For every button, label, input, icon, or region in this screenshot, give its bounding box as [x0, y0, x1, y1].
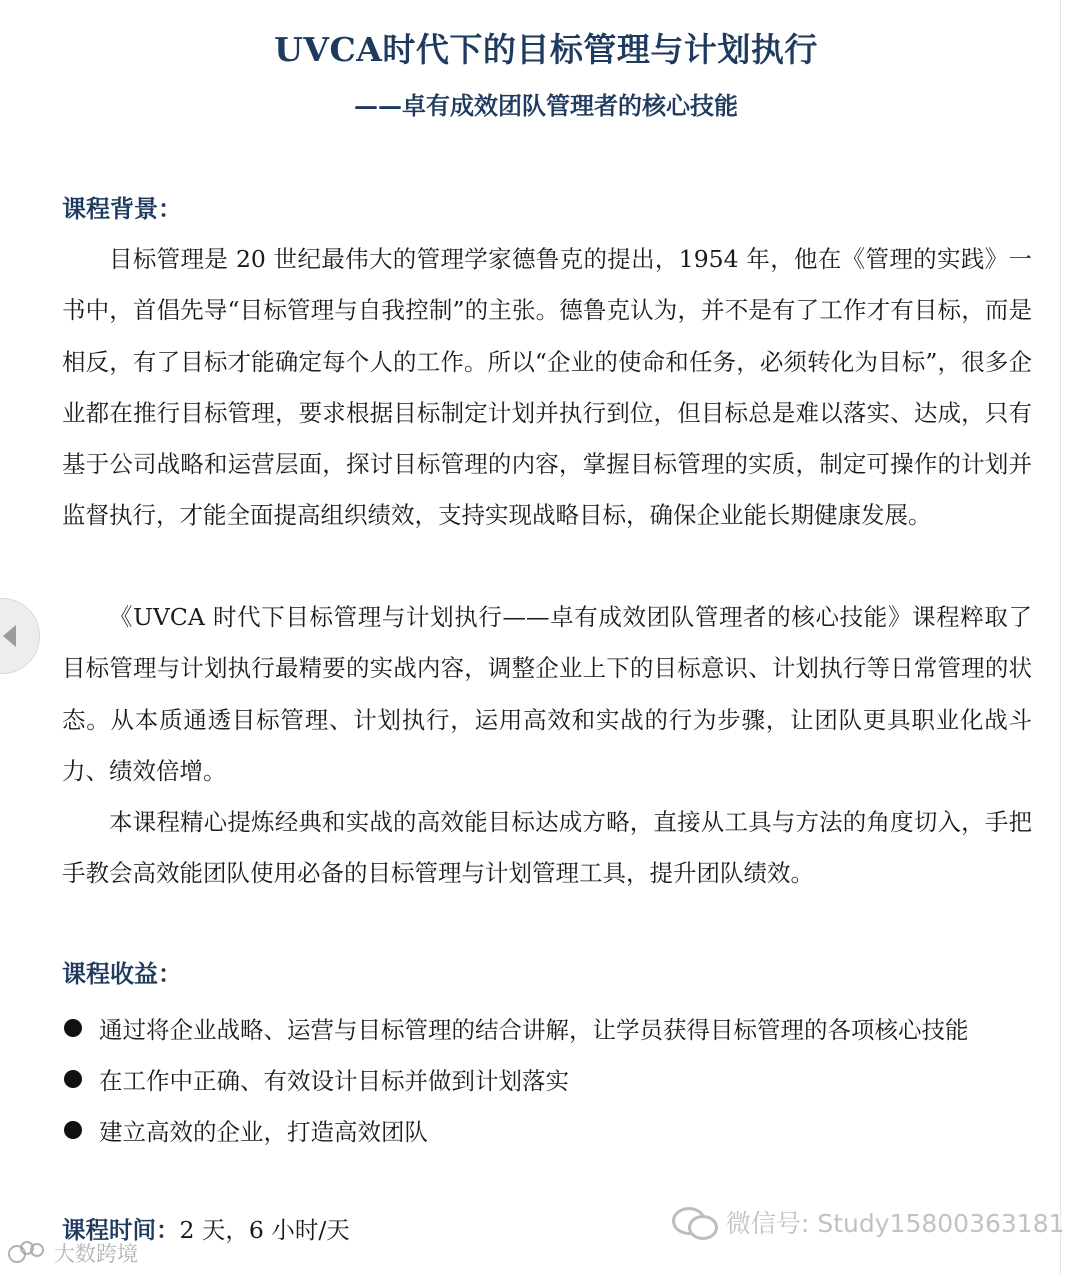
wechat-watermark	[672, 1204, 1065, 1240]
benefit-item	[62, 1105, 1052, 1156]
bullet-dot-icon	[64, 1019, 82, 1037]
benefit-text: 在工作中正确、有效设计目标并做到计划落实	[99, 1066, 569, 1095]
bullet-dot-icon	[64, 1121, 82, 1139]
corner-watermark-text: 大数跨境	[54, 1242, 138, 1266]
bullet-dot-icon	[64, 1070, 82, 1088]
benefit-item	[62, 1053, 1052, 1104]
document-title: UVCA时代下的目标管理与计划执行	[274, 30, 818, 69]
course-duration-value: 2 天，6 小时/天	[179, 1216, 350, 1244]
wechat-icon	[672, 1205, 718, 1239]
background-paragraph-2: 《UVCA 时代下目标管理与计划执行——卓有成效团队管理者的核心技能》课程粹取了目标管理与计划执行最精要的实战内容，调整企业上下的目标意识、计划执行等日常管理的状态。从本质通透目标管理、计划执行，运用高效和实战的行为步骤，让团队更具职业化战斗力、绩效倍增。	[62, 603, 1032, 785]
benefits-list	[62, 1002, 1052, 1156]
page-edge-divider	[1060, 0, 1061, 1275]
benefit-text: 通过将企业战略、运营与目标管理的结合讲解，让学员获得目标管理的各项核心技能	[99, 1015, 969, 1044]
document-subtitle: ——卓有成效团队管理者的核心技能	[354, 91, 738, 120]
background-paragraph-1: 目标管理是 20 世纪最伟大的管理学家德鲁克的提出，1954 年，他在《管理的实践》一书中，首倡先导“目标管理与自我控制”的主张。德鲁克认为，并不是有了工作才有目标，而是相反，有了目标才能确定每个人的工作。所以“企业的使命和任务，必须转化为目标”，很多企业都在推行目标管理，要求根据目标制定计划并执行到位，但目标总是难以落实、达成，只有基于公司战略和运营层面，探讨目标管理的内容，掌握目标管理的实质，制定可操作的计划并监督执行，才能全面提高组织绩效，支持实现战略目标，确保企业能长期健康发展。	[62, 245, 1032, 530]
course-duration-label: 课程时间：	[62, 1216, 180, 1244]
benefit-text: 建立高效的企业，打造高效团队	[99, 1118, 428, 1147]
benefit-item	[62, 1002, 1052, 1053]
course-benefits-heading: 课程收益：	[62, 959, 182, 988]
previous-page-button[interactable]	[0, 598, 40, 674]
brand-logo-icon	[8, 1241, 48, 1265]
background-paragraph-3: 本课程精心提炼经典和实战的高效能目标达成方略，直接从工具与方法的角度切入，手把手教会高效能团队使用必备的目标管理与计划管理工具，提升团队绩效。	[62, 808, 1032, 888]
corner-watermark	[8, 1238, 138, 1268]
course-background-heading: 课程背景：	[62, 194, 182, 223]
chevron-left-icon	[3, 625, 16, 647]
wechat-id-text: 微信号: Study15800363181	[726, 1209, 1065, 1238]
